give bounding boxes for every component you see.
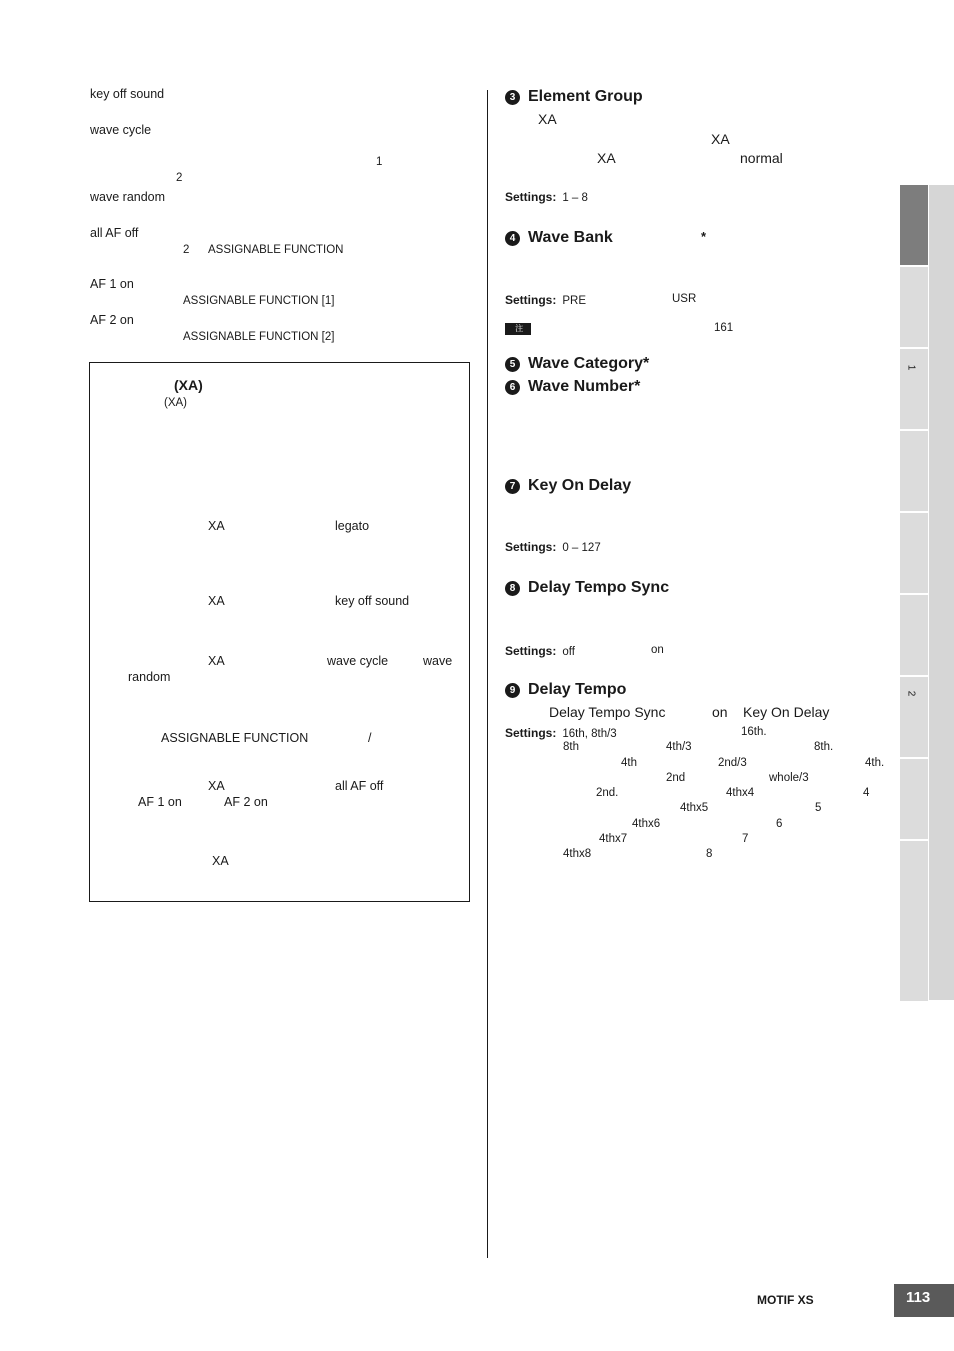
af2-on-desc: ASSIGNABLE FUNCTION [2] bbox=[183, 331, 335, 343]
side-tab[interactable] bbox=[900, 841, 928, 921]
heading-text: Element Group bbox=[528, 88, 643, 105]
settings-label: Settings: bbox=[505, 726, 557, 740]
side-tab-2[interactable] bbox=[900, 677, 928, 757]
s9-settings bbox=[505, 727, 617, 741]
heading-wave-category bbox=[505, 356, 649, 372]
side-tab[interactable] bbox=[900, 431, 928, 511]
side-tab[interactable] bbox=[900, 267, 928, 347]
s9-s-b: 16th. bbox=[741, 726, 767, 738]
settings-value-on: on bbox=[651, 644, 664, 656]
wave-bank-star: * bbox=[701, 229, 707, 244]
box-r2-xa: XA bbox=[208, 594, 225, 608]
s9-l1c: Key On Delay bbox=[743, 704, 830, 720]
s9-r2c: 8th. bbox=[814, 741, 834, 753]
side-tab-2-label: 2 bbox=[905, 690, 917, 697]
s9-r3b: 2nd/3 bbox=[718, 757, 747, 769]
number-badge: 8 bbox=[505, 581, 520, 596]
s9-r9b: 8 bbox=[706, 848, 713, 860]
heading-delay-tempo-sync bbox=[505, 580, 669, 596]
item-af2-on: AF 2 on bbox=[90, 313, 134, 327]
side-tab-1-label: 1 bbox=[905, 364, 917, 371]
heading-wave-number bbox=[505, 379, 640, 395]
heading-wave-bank bbox=[505, 230, 613, 246]
box-r3-val3: random bbox=[128, 670, 171, 684]
number-badge: 6 bbox=[505, 380, 520, 395]
number-badge: 3 bbox=[505, 90, 520, 105]
box-r4-text: ASSIGNABLE FUNCTION bbox=[161, 731, 309, 745]
s9-r3a: 4th bbox=[621, 757, 637, 769]
box-r2-val: key off sound bbox=[335, 594, 410, 608]
settings-value-usr: USR bbox=[672, 293, 697, 305]
box-r3-val2: wave bbox=[423, 654, 453, 668]
item-key-off-sound: key off sound bbox=[90, 87, 165, 101]
side-tab[interactable] bbox=[900, 513, 928, 593]
box-r6-xa: XA bbox=[212, 854, 229, 868]
box-r3-xa: XA bbox=[208, 654, 225, 668]
box-r5-xa: XA bbox=[208, 779, 225, 793]
s9-r2a: 8th bbox=[563, 741, 579, 753]
settings-label: Settings: bbox=[505, 293, 557, 307]
xa-info-box bbox=[89, 362, 470, 902]
column-divider bbox=[487, 90, 488, 1258]
box-r1-xa: XA bbox=[208, 519, 225, 533]
item-all-af-off: all AF off bbox=[90, 226, 139, 240]
s3-xa2: XA bbox=[711, 131, 730, 147]
s3-xa1: XA bbox=[538, 111, 557, 127]
wave-cycle-num2: 2 bbox=[176, 172, 183, 184]
heading-text: Wave Category* bbox=[528, 355, 650, 372]
s3-normal: normal bbox=[740, 150, 783, 166]
s9-r5a: 2nd. bbox=[596, 787, 619, 799]
box-r5-af2: AF 2 on bbox=[224, 795, 268, 809]
heading-text: Delay Tempo bbox=[528, 681, 627, 698]
number-badge: 9 bbox=[505, 683, 520, 698]
s4-page-ref: 161 bbox=[714, 322, 734, 334]
s9-l1b: on bbox=[712, 704, 728, 720]
s9-l1a: Delay Tempo Sync bbox=[549, 704, 666, 720]
box-r3-val: wave cycle bbox=[327, 654, 389, 668]
s9-r7b: 6 bbox=[776, 818, 783, 830]
note-icon: 注 bbox=[505, 323, 531, 335]
settings-value: 1 – 8 bbox=[562, 192, 588, 204]
s9-r7a: 4thx6 bbox=[632, 818, 661, 830]
side-tab-active[interactable] bbox=[900, 185, 928, 265]
settings-label: Settings: bbox=[505, 190, 557, 204]
heading-key-on-delay bbox=[505, 478, 631, 494]
s9-r8b: 7 bbox=[742, 833, 749, 845]
side-tab-1[interactable] bbox=[900, 349, 928, 429]
s9-r8a: 4thx7 bbox=[599, 833, 628, 845]
item-wave-random: wave random bbox=[90, 190, 166, 204]
all-af-off-num: 2 bbox=[183, 244, 190, 256]
side-tab[interactable] bbox=[900, 759, 928, 839]
heading-text: Key On Delay bbox=[528, 477, 632, 494]
footer-brand: MOTIF XS bbox=[757, 1293, 814, 1307]
item-wave-cycle: wave cycle bbox=[90, 123, 152, 137]
all-af-off-desc: ASSIGNABLE FUNCTION bbox=[208, 244, 344, 256]
s4-settings bbox=[505, 294, 586, 308]
box-r5-val: all AF off bbox=[335, 779, 384, 793]
settings-value-off: off bbox=[562, 646, 575, 658]
heading-text: Wave Number* bbox=[528, 378, 641, 395]
s9-r6a: 4thx5 bbox=[680, 802, 709, 814]
settings-value: 0 – 127 bbox=[562, 542, 601, 554]
box-r4-slash: / bbox=[368, 731, 372, 745]
s3-xa3: XA bbox=[597, 150, 616, 166]
settings-value: 16th, 8th/3 bbox=[562, 728, 617, 740]
side-tab[interactable] bbox=[900, 921, 928, 1001]
number-badge: 4 bbox=[505, 231, 520, 246]
heading-delay-tempo bbox=[505, 682, 626, 698]
side-strip bbox=[929, 185, 954, 1000]
box-r1-val: legato bbox=[335, 519, 370, 533]
s9-r4b: whole/3 bbox=[769, 772, 809, 784]
box-subtitle: (XA) bbox=[164, 397, 187, 409]
side-tab[interactable] bbox=[900, 595, 928, 675]
heading-text: Delay Tempo Sync bbox=[528, 579, 670, 596]
box-title: (XA) bbox=[174, 377, 203, 393]
number-badge: 5 bbox=[505, 357, 520, 372]
s3-settings bbox=[505, 191, 588, 205]
settings-label: Settings: bbox=[505, 540, 557, 554]
item-af1-on: AF 1 on bbox=[90, 277, 134, 291]
number-badge: 7 bbox=[505, 479, 520, 494]
settings-label: Settings: bbox=[505, 644, 557, 658]
s9-r2b: 4th/3 bbox=[666, 741, 692, 753]
wave-cycle-num1: 1 bbox=[376, 156, 383, 168]
s7-settings bbox=[505, 541, 601, 555]
s9-r5c: 4 bbox=[863, 787, 870, 799]
s9-r3c: 4th. bbox=[865, 757, 885, 769]
box-r5-af1: AF 1 on bbox=[138, 795, 182, 809]
s9-r5b: 4thx4 bbox=[726, 787, 755, 799]
s9-r4a: 2nd bbox=[666, 772, 686, 784]
heading-element-group bbox=[505, 89, 643, 105]
page-number: 113 bbox=[894, 1284, 954, 1317]
s8-settings bbox=[505, 645, 575, 659]
s9-r6b: 5 bbox=[815, 802, 822, 814]
heading-text: Wave Bank bbox=[528, 229, 613, 246]
s9-r9a: 4thx8 bbox=[563, 848, 592, 860]
af1-on-desc: ASSIGNABLE FUNCTION [1] bbox=[183, 295, 335, 307]
settings-value-pre: PRE bbox=[562, 295, 586, 307]
